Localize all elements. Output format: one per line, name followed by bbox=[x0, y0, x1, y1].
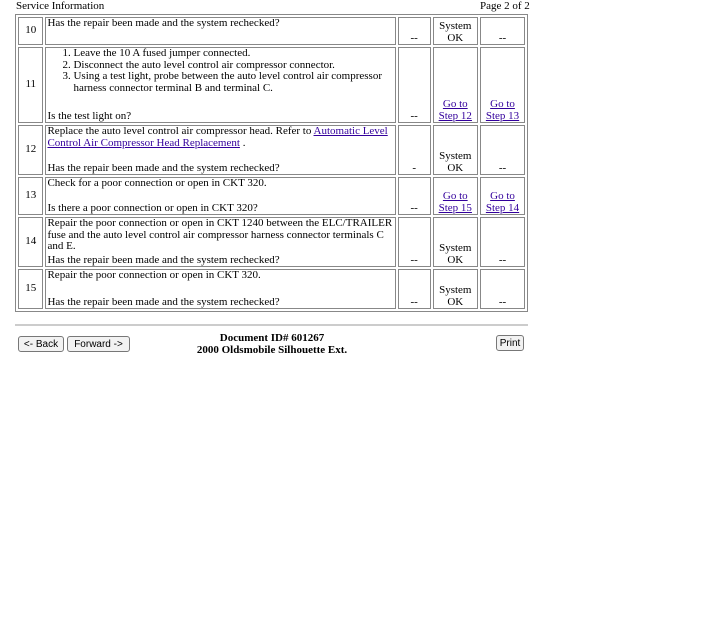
step-question: Has the repair been made and the system rechecked? bbox=[47, 161, 280, 174]
list-item: 1. Leave the 10 A fused jumper connected. bbox=[73, 48, 393, 60]
document-info bbox=[150, 332, 394, 356]
diagnostic-steps-table bbox=[15, 14, 528, 312]
table-row bbox=[18, 47, 525, 123]
step-action bbox=[45, 217, 395, 267]
step-action bbox=[45, 269, 395, 309]
list-item: 2. Disconnect the auto level control air compressor connector. bbox=[73, 60, 393, 72]
step-action bbox=[45, 17, 395, 45]
step-instruction bbox=[47, 126, 393, 149]
step-value: -- bbox=[398, 47, 431, 123]
list-item: 3. Using a test light, probe between the auto level control air compressor harness connector terminal B and terminal C. bbox=[73, 71, 393, 94]
step-number: 12 bbox=[18, 125, 43, 175]
footer-divider bbox=[15, 324, 528, 326]
vehicle-model: 2000 Oldsmobile Silhouette Ext. bbox=[196, 344, 348, 356]
page-indicator: Page 2 of 2 bbox=[480, 0, 530, 12]
step-question: Has the repair been made and the system rechecked? bbox=[47, 17, 280, 29]
step-yes-result: System OK bbox=[433, 269, 479, 309]
step-question: Has the repair been made and the system rechecked? bbox=[47, 253, 280, 266]
go-to-step-14-link[interactable]: Go to Step 14 bbox=[485, 190, 520, 214]
go-to-step-13-link[interactable]: Go to Step 13 bbox=[485, 98, 520, 122]
instruction-text: Replace the auto level control air compressor head. Refer to bbox=[47, 125, 314, 137]
step-yes-result: System OK bbox=[433, 17, 479, 45]
step-value: -- bbox=[398, 217, 431, 267]
step-value: -- bbox=[398, 269, 431, 309]
table-row bbox=[18, 269, 525, 309]
step-yes-result: System OK bbox=[433, 125, 479, 175]
forward-button[interactable]: Forward -> bbox=[67, 336, 130, 352]
step-action bbox=[45, 47, 395, 123]
instruction-text-end: . bbox=[239, 136, 246, 149]
step-no-result: -- bbox=[480, 217, 525, 267]
step-value: -- bbox=[398, 17, 431, 45]
step-value: -- bbox=[398, 177, 431, 215]
table-row bbox=[18, 217, 525, 267]
step-number: 14 bbox=[18, 217, 43, 267]
table-row bbox=[18, 17, 525, 45]
step-question: Has the repair been made and the system rechecked? bbox=[47, 295, 280, 308]
table-row bbox=[18, 177, 525, 215]
step-number: 13 bbox=[18, 177, 43, 215]
step-instruction: Repair the poor connection or open in CKT 1240 between the ELC/TRAILER fuse and the auto level control air compressor harness connector terminals C and E. bbox=[47, 217, 393, 252]
document-id: Document ID# 601267 bbox=[219, 332, 325, 344]
step-no-result: -- bbox=[480, 17, 525, 45]
table-row bbox=[18, 125, 525, 175]
air-compressor-head-replacement-link[interactable]: Automatic Level Control Air Compressor Head Replacement bbox=[47, 125, 388, 149]
step-question: Is the test light on? bbox=[47, 109, 132, 122]
step-question: Is there a poor connection or open in CKT 320? bbox=[47, 201, 258, 214]
back-button[interactable]: <- Back bbox=[18, 336, 64, 352]
step-action bbox=[45, 177, 395, 215]
step-instructions-list bbox=[47, 48, 393, 94]
step-number: 11 bbox=[18, 47, 43, 123]
step-value: - bbox=[398, 125, 431, 175]
step-number: 10 bbox=[18, 17, 43, 45]
step-instruction: Repair the poor connection or open in CKT 320. bbox=[47, 269, 261, 281]
print-button[interactable]: Print bbox=[496, 335, 524, 351]
step-instruction: Check for a poor connection or open in CKT 320. bbox=[47, 177, 267, 189]
go-to-step-12-link[interactable]: Go to Step 12 bbox=[438, 98, 472, 122]
step-yes-result: System OK bbox=[433, 217, 479, 267]
step-no-result: -- bbox=[480, 269, 525, 309]
step-no-result: -- bbox=[480, 125, 525, 175]
step-number: 15 bbox=[18, 269, 43, 309]
go-to-step-15-link[interactable]: Go to Step 15 bbox=[438, 190, 472, 214]
step-action bbox=[45, 125, 395, 175]
service-info-label: Service Information bbox=[16, 0, 105, 12]
